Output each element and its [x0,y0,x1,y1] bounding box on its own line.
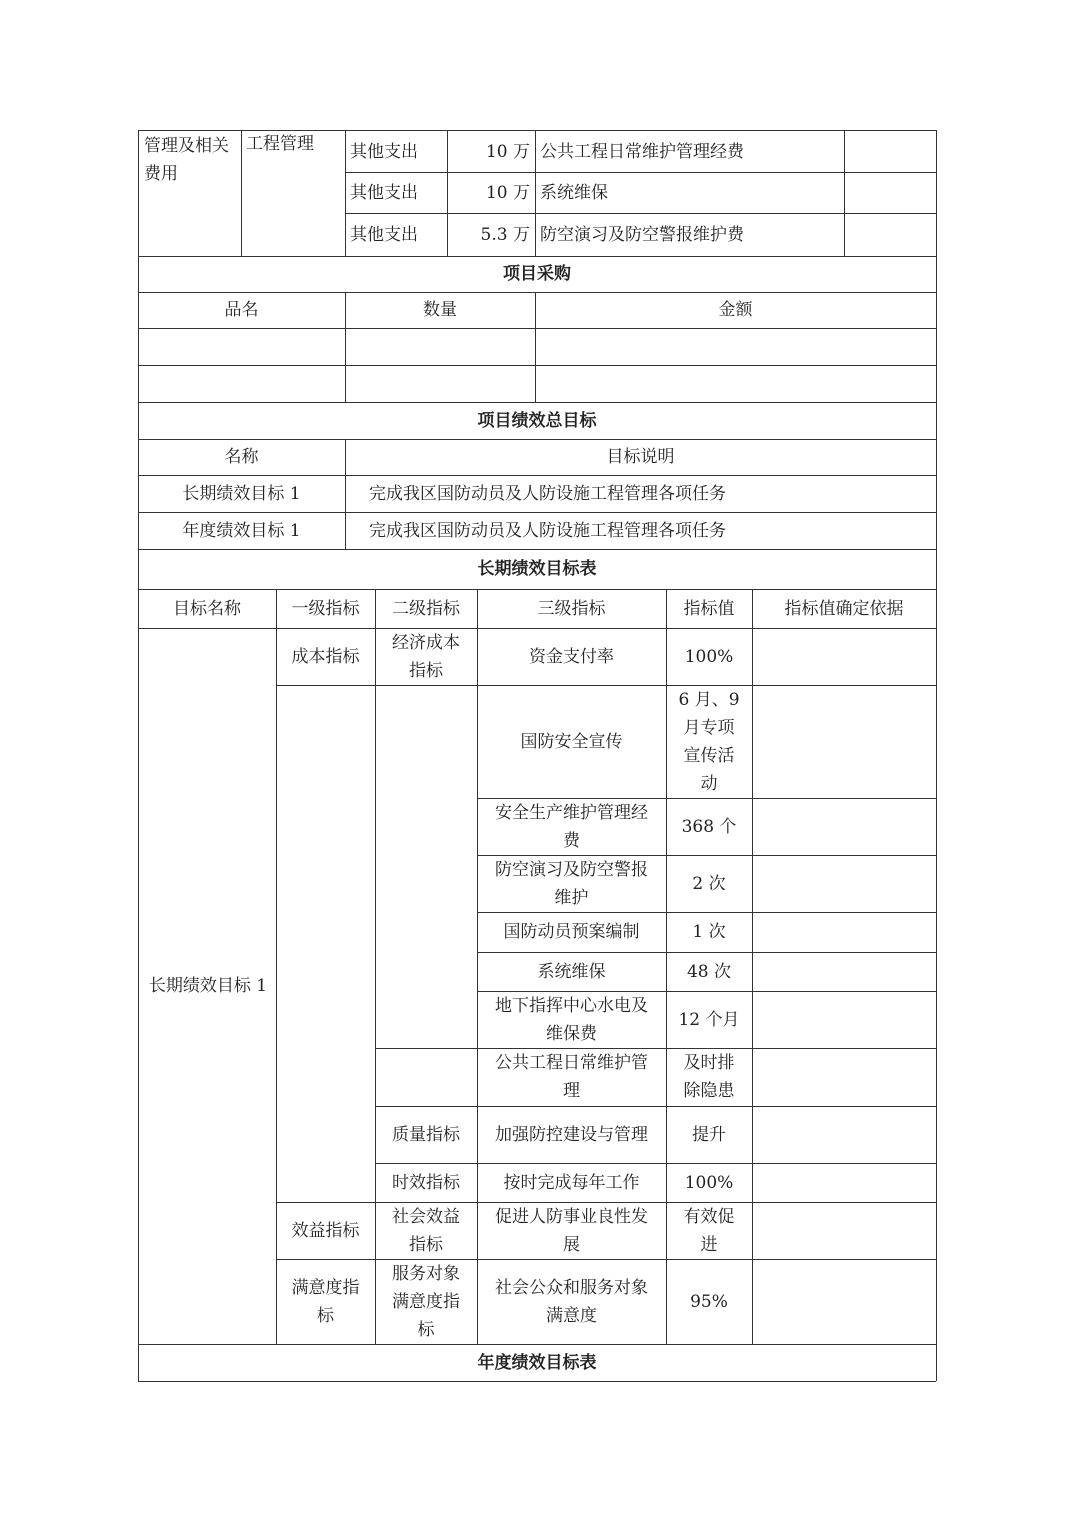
long-term-header: 指标值 [683,598,735,619]
grid-line [477,991,936,992]
overall-goal-name: 长期绩效目标 1 [182,483,301,504]
grid-line [535,130,536,256]
grid-line [375,1163,936,1164]
grid-line [345,213,936,214]
grid-line [447,130,448,256]
level1-indicator: 满意度指标 [291,1277,360,1326]
grid-line [844,130,845,256]
grid-line [138,256,936,257]
indicator-value: 368 个 [681,816,737,837]
goal-name: 长期绩效目标 1 [148,976,268,996]
grid-line [345,439,346,549]
grid-line [345,292,346,402]
grid-line [477,855,936,856]
indicator-value: 及时排除隐患 [683,1053,735,1101]
expense-amount: 5.3 万 [480,225,530,245]
level3-indicator: 加强防控建设与管理 [495,1124,648,1145]
level2-indicator: 经济成本指标 [392,632,460,681]
level3-indicator: 安全生产维护管理经费 [495,802,648,851]
overall-goal-header-name: 名称 [224,447,259,467]
long-term-header: 一级指标 [291,598,360,619]
procurement-header-amount: 金额 [718,300,753,320]
expense-amount: 10 万 [485,183,530,203]
grid-line [477,952,936,953]
level2-indicator: 时效指标 [392,1172,460,1193]
grid-line [138,328,936,329]
grid-line [138,1344,936,1345]
grid-line [241,130,242,256]
grid-line [276,589,277,1344]
expense-subcategory: 工程管理 [246,134,314,154]
level3-indicator: 防空演习及防空警报维护 [495,859,648,908]
overall-goal-desc: 完成我区国防动员及人防设施工程管理各项任务 [369,483,726,504]
procurement-title: 项目采购 [503,264,571,284]
level3-indicator: 资金支付率 [529,646,614,667]
level2-indicator: 社会效益指标 [392,1206,460,1255]
level3-indicator: 地下指挥中心水电及维保费 [495,995,648,1044]
grid-line [477,589,478,1344]
grid-line [138,130,139,1381]
indicator-value: 2 次 [692,873,726,894]
indicator-value: 提升 [692,1124,726,1145]
indicator-value: 100% [684,646,734,667]
expense-amount: 10 万 [485,142,530,162]
grid-line [138,475,936,476]
level1-indicator: 效益指标 [291,1220,360,1241]
level3-indicator: 按时完成每年工作 [503,1172,640,1193]
procurement-header-name: 品名 [224,300,259,320]
level3-indicator: 公共工程日常维护管理 [495,1053,648,1101]
level3-indicator: 国防动员预案编制 [503,922,640,942]
procurement-header-qty: 数量 [423,300,457,320]
overall-goal-header-desc: 目标说明 [606,447,675,467]
grid-line [138,439,936,440]
grid-line [138,1381,936,1382]
expense-desc: 防空演习及防空警报维护费 [540,225,744,245]
expense-type: 其他支出 [350,183,418,203]
grid-line [138,402,936,403]
long-term-header: 目标名称 [173,598,241,619]
grid-line [345,172,936,173]
grid-line [375,1048,936,1049]
long-term-header: 指标值确定依据 [784,598,904,619]
grid-line [345,130,346,256]
expense-category: 管理及相关费用 [144,136,229,184]
grid-line [138,549,936,550]
indicator-value: 95% [690,1291,728,1312]
level3-indicator: 系统维保 [537,961,606,982]
level1-indicator: 成本指标 [291,646,360,667]
level2-indicator: 质量指标 [392,1124,460,1145]
indicator-value: 6 月、9 月专项宣传活动 [678,689,740,794]
grid-line [666,589,667,1344]
grid-line [138,292,936,293]
grid-line [138,628,936,629]
indicator-value: 12 个月 [678,1009,740,1030]
expense-desc: 公共工程日常维护管理经费 [540,142,744,162]
grid-line [138,589,936,590]
grid-line [138,365,936,366]
indicator-value: 有效促进 [683,1206,735,1255]
grid-line [936,130,937,1381]
indicator-value: 1 次 [692,922,726,942]
grid-line [375,589,376,1344]
long-term-title: 长期绩效目标表 [477,559,597,579]
grid-line [375,1106,936,1107]
level2-indicator: 服务对象满意度指标 [392,1263,460,1340]
overall-goal-name: 年度绩效目标 1 [182,520,301,541]
grid-line [477,798,936,799]
indicator-value: 48 次 [686,961,732,982]
overall-goal-desc: 完成我区国防动员及人防设施工程管理各项任务 [369,520,726,541]
overall-goal-title: 项目绩效总目标 [477,410,597,431]
grid-line [535,292,536,402]
annual-title: 年度绩效目标表 [477,1352,597,1373]
grid-line [477,912,936,913]
grid-line [752,589,753,1344]
level3-indicator: 促进人防事业良性发展 [495,1206,648,1255]
grid-line [138,130,936,131]
indicator-value: 100% [684,1172,734,1193]
grid-line [138,512,936,513]
expense-desc: 系统维保 [540,183,608,203]
long-term-header: 二级指标 [392,598,460,619]
long-term-header: 三级指标 [537,598,606,619]
level3-indicator: 社会公众和服务对象满意度 [495,1277,648,1326]
expense-type: 其他支出 [350,142,418,162]
level3-indicator: 国防安全宣传 [520,731,623,752]
expense-type: 其他支出 [350,225,418,245]
